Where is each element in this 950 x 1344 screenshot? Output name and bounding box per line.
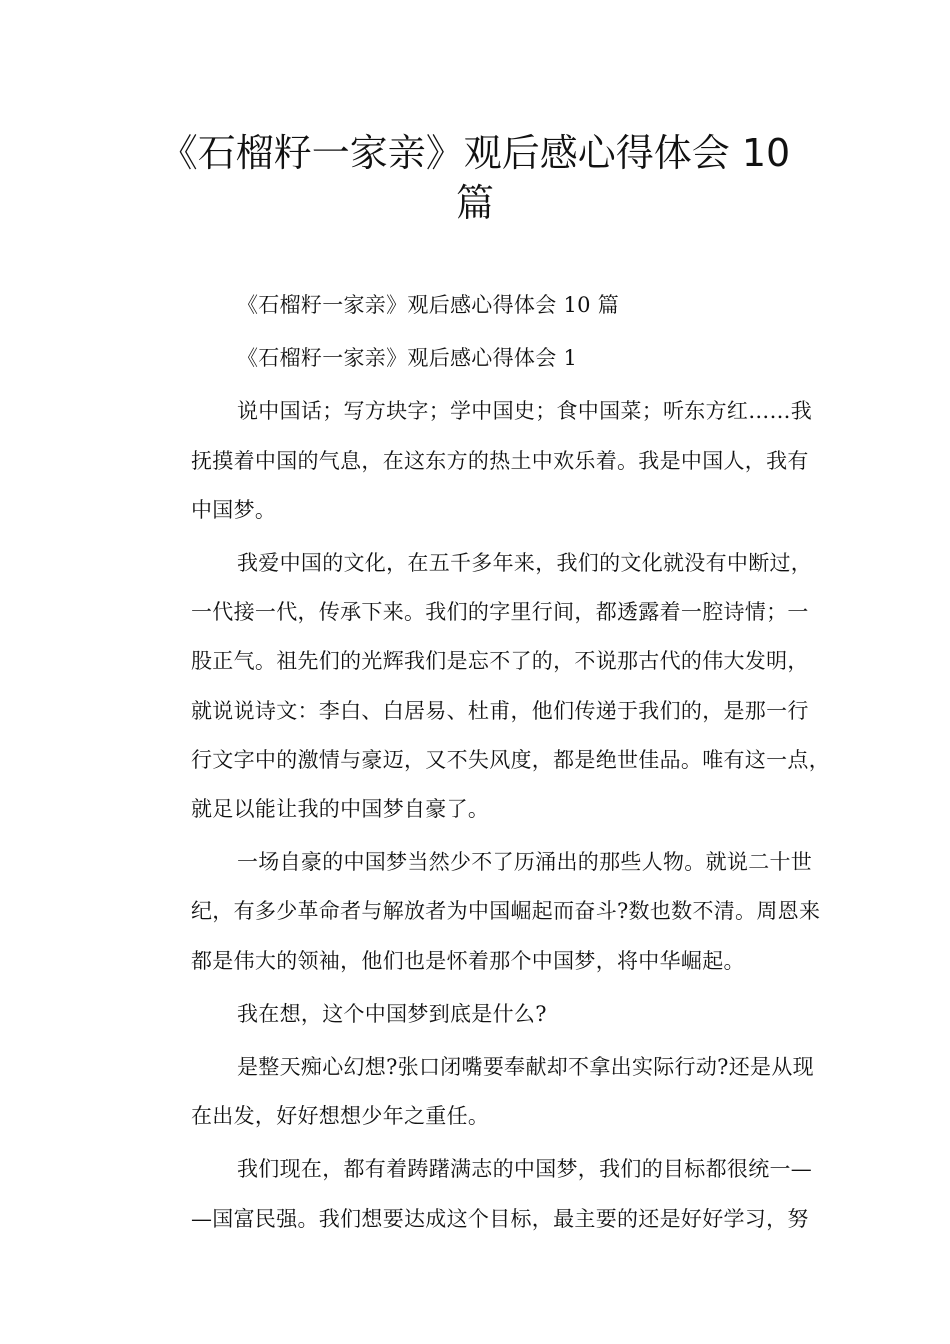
section-heading <box>145 334 825 383</box>
paragraph-line: 我在想，这个中国梦到底是什么? <box>237 1001 547 1026</box>
paragraph-line: 就说说诗文：李白、白居易、杜甫，他们传递于我们的，是那一行 <box>191 698 809 723</box>
title-line-2: 篇 <box>455 181 494 225</box>
paragraph-line: —国富民强。我们想要达成这个目标，最主要的还是好好学习，努 <box>191 1206 809 1231</box>
paragraph-line: 中国梦。 <box>191 497 277 522</box>
subtitle-text: 《石榴籽一家亲》观后感心得体会 10 篇 <box>237 293 620 317</box>
paragraph-1 <box>145 387 825 535</box>
paragraph-line: 就足以能让我的中国梦自豪了。 <box>191 797 490 822</box>
section-heading-text: 《石榴籽一家亲》观后感心得体会 1 <box>237 346 578 371</box>
paragraph-line: 抚摸着中国的气息，在这东方的热土中欢乐着。我是中国人，我有 <box>191 448 809 473</box>
paragraph-line: 我爱中国的文化，在五千多年来，我们的文化就没有中断过， <box>237 551 813 576</box>
title-line-1: 《石榴籽一家亲》观后感心得体会 10 <box>159 131 791 175</box>
paragraph-6 <box>145 1145 825 1243</box>
document-title <box>100 128 850 228</box>
paragraph-line: 行文字中的激情与豪迈，又不失风度，都是绝世佳品。唯有这一点， <box>191 747 830 772</box>
paragraph-line: 说中国话；写方块字；学中国史；食中国菜；听东方红……我 <box>237 399 813 424</box>
paragraph-line: 纪，有多少革命者与解放者为中国崛起而奋斗?数也数不清。周恩来 <box>191 899 821 924</box>
paragraph-line: 是整天痴心幻想?张口闭嘴要奉献却不拿出实际行动?还是从现 <box>237 1055 814 1080</box>
subtitle <box>145 281 825 330</box>
paragraph-2 <box>145 539 830 834</box>
paragraph-4 <box>145 990 825 1039</box>
paragraph-line: 一场自豪的中国梦当然少不了历涌出的那些人物。就说二十世 <box>237 850 813 875</box>
paragraph-line: 我们现在，都有着踌躇满志的中国梦，我们的目标都很统一— <box>237 1157 813 1182</box>
paragraph-line: 在出发，好好想想少年之重任。 <box>191 1104 490 1129</box>
paragraph-line: 一代接一代，传承下来。我们的字里行间，都透露着一腔诗情；一 <box>191 600 809 625</box>
paragraph-5 <box>145 1043 825 1141</box>
paragraph-line: 股正气。祖先们的光辉我们是忘不了的，不说那古代的伟大发明， <box>191 649 809 674</box>
document-body <box>145 281 830 1244</box>
paragraph-line: 都是伟大的领袖，他们也是怀着那个中国梦，将中华崛起。 <box>191 948 745 973</box>
paragraph-3 <box>145 838 825 986</box>
